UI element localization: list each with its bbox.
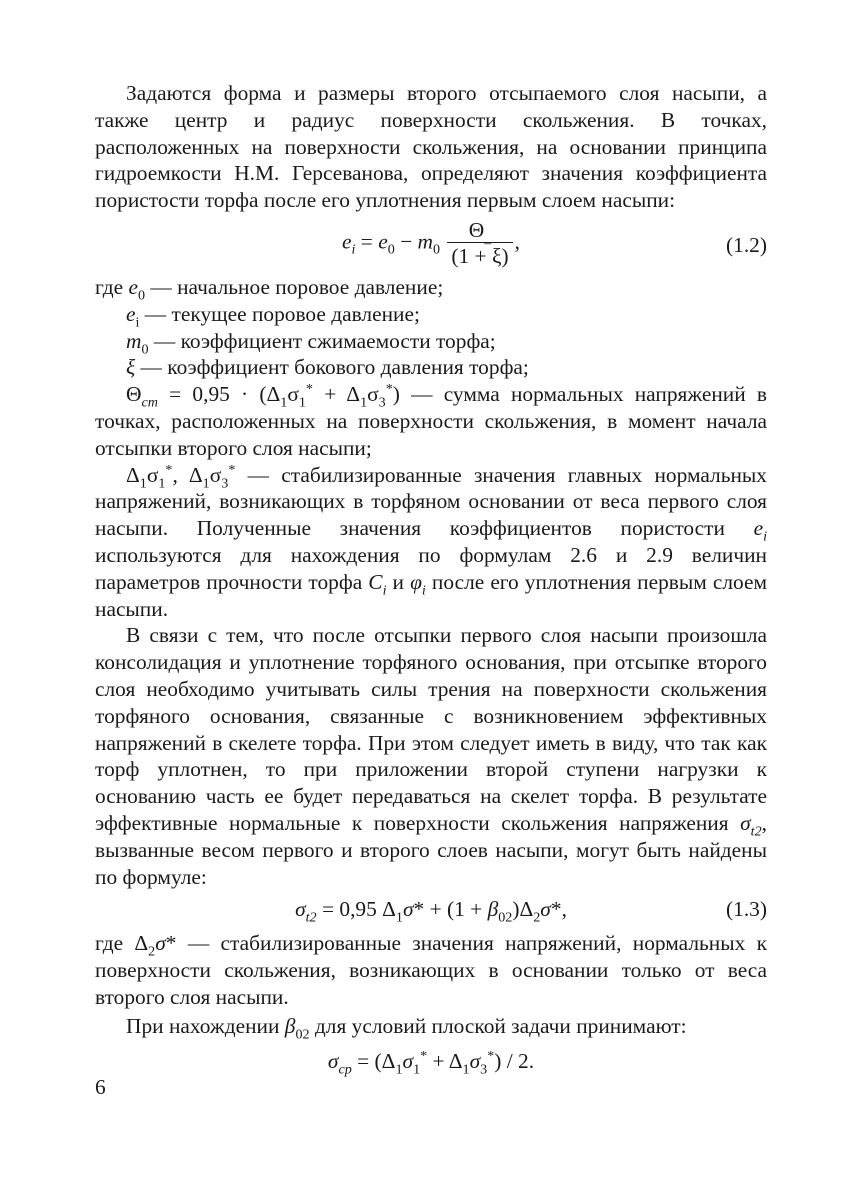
def-text: — стабилизированные значения напряжений, нормальных к поверхности скольжения, возникающих в основании только от веса второго слоя насыпи. (95, 931, 767, 1009)
def-sigma-1 (95, 462, 767, 623)
def-expr: = 0,95 · (Δ (157, 382, 281, 407)
def-sub: 1 (280, 394, 288, 411)
def-text: — начальное поровое давление; (145, 274, 444, 299)
eq-sup: * (420, 1047, 428, 1064)
def-sub: i (421, 582, 426, 599)
eq-sub: i (351, 241, 356, 258)
def-sub: i (382, 582, 387, 599)
def-sub: 3 (378, 394, 386, 411)
def-text: — сумма нормальных напряжений в точках, расположенных на поверхности скольжения, в момент начала отсыпки второго слоя насыпи; (95, 382, 768, 460)
def-var: σ (155, 931, 166, 956)
eq-var: m (417, 229, 433, 254)
equation-1-3 (95, 892, 767, 926)
inline-sub: 02 (295, 1025, 310, 1042)
def-var: m (126, 328, 142, 353)
eq-trail: , (561, 897, 567, 922)
def-sub: i (135, 314, 140, 331)
eq-expr: )Δ (512, 897, 534, 922)
equation-1-2-body (95, 218, 767, 269)
def-text: — коэффициент бокового давления торфа; (135, 355, 529, 380)
eq-sub: 3 (480, 1060, 488, 1077)
eq-sub: 02 (498, 909, 513, 926)
fraction-numerator (447, 217, 512, 247)
eq-expr: ) / 2. (494, 1048, 535, 1073)
def-text: — коэффициент сжимаемости торфа; (148, 328, 496, 353)
def-sub: 1 (202, 474, 210, 491)
eq-var: σ (402, 1048, 414, 1073)
inline-var: β (284, 1013, 296, 1038)
def-expr: ) (392, 382, 400, 407)
eq-sub: 0 (387, 241, 395, 258)
paragraph-text: , вызванные весом первого и второго слоев насыпи, могут быть найдены по формуле: (95, 810, 767, 889)
def-var: Θ (126, 382, 142, 407)
eq-op: − (394, 229, 418, 254)
def-theta (95, 381, 767, 461)
eq-op: = (355, 229, 379, 254)
def-var: e (128, 274, 138, 299)
def-var: ξ (126, 355, 136, 380)
paragraph-intro: Задаются форма и размеры второго отсыпаемого слоя насыпи, а также центр и радиус поверхности скольжения. В точках, расположенных на поверхности скольжения, на основании принципа гидроемкости Н.М. Герсеванова, определяют значения коэффициента пористости торфа после его уплотнения первым слоем насыпи: (95, 81, 767, 213)
def-expr: σ (209, 462, 222, 487)
eq-sub: 1 (395, 909, 403, 926)
def-sup: * (385, 381, 393, 398)
def-xi (95, 354, 767, 381)
def-expr: где Δ (95, 931, 149, 956)
equation-1-2 (95, 218, 767, 272)
def-sub: 0 (141, 340, 149, 357)
fraction-denominator: (1 + ξ) (451, 243, 509, 268)
equation-number: (1.2) (726, 232, 767, 257)
def-var: C (368, 569, 383, 594)
def-m0 (95, 328, 767, 355)
equation-1-3-body (95, 896, 767, 926)
eq-sup: * (487, 1047, 495, 1064)
eq-var: e (342, 229, 352, 254)
eq-expr: + Δ (427, 1048, 463, 1073)
def-sub: i (763, 528, 767, 545)
def-lead: где (95, 274, 129, 299)
def-sub: 1 (298, 394, 306, 411)
paragraph-consolidation (95, 622, 767, 890)
def-text: после его уплотнения первым слоем насыпи. (95, 569, 767, 621)
def-e0 (95, 274, 767, 304)
def-text: и (386, 569, 411, 594)
def-star: * (165, 931, 177, 956)
def-sub: 2 (148, 943, 156, 960)
eq-var: e (378, 229, 388, 254)
eq-var: σ (469, 1048, 481, 1073)
def-sup: * (228, 461, 236, 478)
def-expr: σ (146, 462, 159, 487)
def-sup: * (165, 461, 173, 478)
eq-sub: cp (338, 1060, 352, 1077)
def-ei (95, 301, 767, 331)
def-expr: σ (287, 382, 299, 407)
eq-expr: = (Δ (351, 1048, 396, 1073)
paragraph-text: для условий плоской задачи принимают: (309, 1013, 687, 1038)
eq-sub: 1 (462, 1060, 470, 1077)
paragraph-text: В связи с тем, что после отсыпки первого слоя насыпи произошла консолидация и уплотнение торфяного основания, при отсыпке второго слоя необходимо учитывать силы трения на поверхности скольжения торфяного основания, связанные с возникновением эффективных напряжений в скелете торфа. При этом следует иметь в виду, что так как торф уплотнен, то при приложении второй ступени нагрузки к основанию часть ее будет передаваться на скелет торфа. В результате эффективные нормальные к поверхности скольжения напряжения (95, 623, 767, 835)
def-sub: 0 (137, 287, 145, 304)
def-text: — стабилизированные значения главных нормальных напряжений, возникающих в торфяном основании от веса первого слоя насыпи. Полученные значения коэффициентов пористости (95, 462, 767, 541)
eq-var: σ (295, 897, 306, 922)
page-number: 6 (95, 1075, 106, 1099)
def-sup: * (305, 381, 313, 398)
paragraph-beta (95, 1013, 767, 1040)
inline-sub: t2 (750, 823, 762, 840)
def-text: используются для нахождения по формулам 2.6 и 2.9 величин параметров прочности торфа (95, 542, 767, 594)
eq-star: * (413, 897, 425, 922)
def-expr: σ (367, 382, 379, 407)
def-var: e (126, 301, 136, 326)
paragraph-text: При нахождении (126, 1013, 285, 1038)
eq-var: σ (327, 1048, 339, 1073)
def-expr: Δ (126, 462, 140, 487)
def-var: φ (410, 569, 422, 594)
def-sub: cm (141, 394, 158, 411)
def-text: — текущее поровое давление; (139, 301, 420, 326)
eq-sub: 0 (432, 241, 441, 258)
def-sub: 3 (221, 474, 229, 491)
page-body (95, 80, 767, 1086)
def-expr: , Δ (172, 462, 203, 487)
eq-var: σ (402, 897, 414, 922)
numerator-sub: _ (484, 230, 492, 247)
eq-sub: t2 (305, 909, 317, 926)
eq-expr: + (1 + (424, 897, 488, 922)
eq-sub: 1 (395, 1060, 403, 1077)
equation-sigma-cp-body (95, 1048, 767, 1075)
eq-sub: 1 (413, 1060, 421, 1077)
inline-var: σ (740, 810, 751, 835)
eq-trail: , (514, 229, 520, 254)
def-expr: + Δ (312, 382, 361, 407)
equation-sigma-cp (95, 1048, 767, 1082)
equation-number: (1.3) (726, 897, 767, 922)
numerator-symbol: Θ (468, 217, 485, 242)
def-sub: 1 (158, 474, 166, 491)
fraction (447, 218, 512, 269)
eq-expr: = 0,95 Δ (316, 897, 396, 922)
eq-sub: 2 (533, 909, 541, 926)
def-sub: 1 (139, 474, 147, 491)
eq-var: σ (540, 897, 551, 922)
def-delta2-sigma (95, 930, 767, 1010)
def-var: e (753, 516, 764, 541)
eq-star: * (550, 897, 562, 922)
eq-var: β (487, 897, 499, 922)
def-sub: 1 (360, 394, 368, 411)
